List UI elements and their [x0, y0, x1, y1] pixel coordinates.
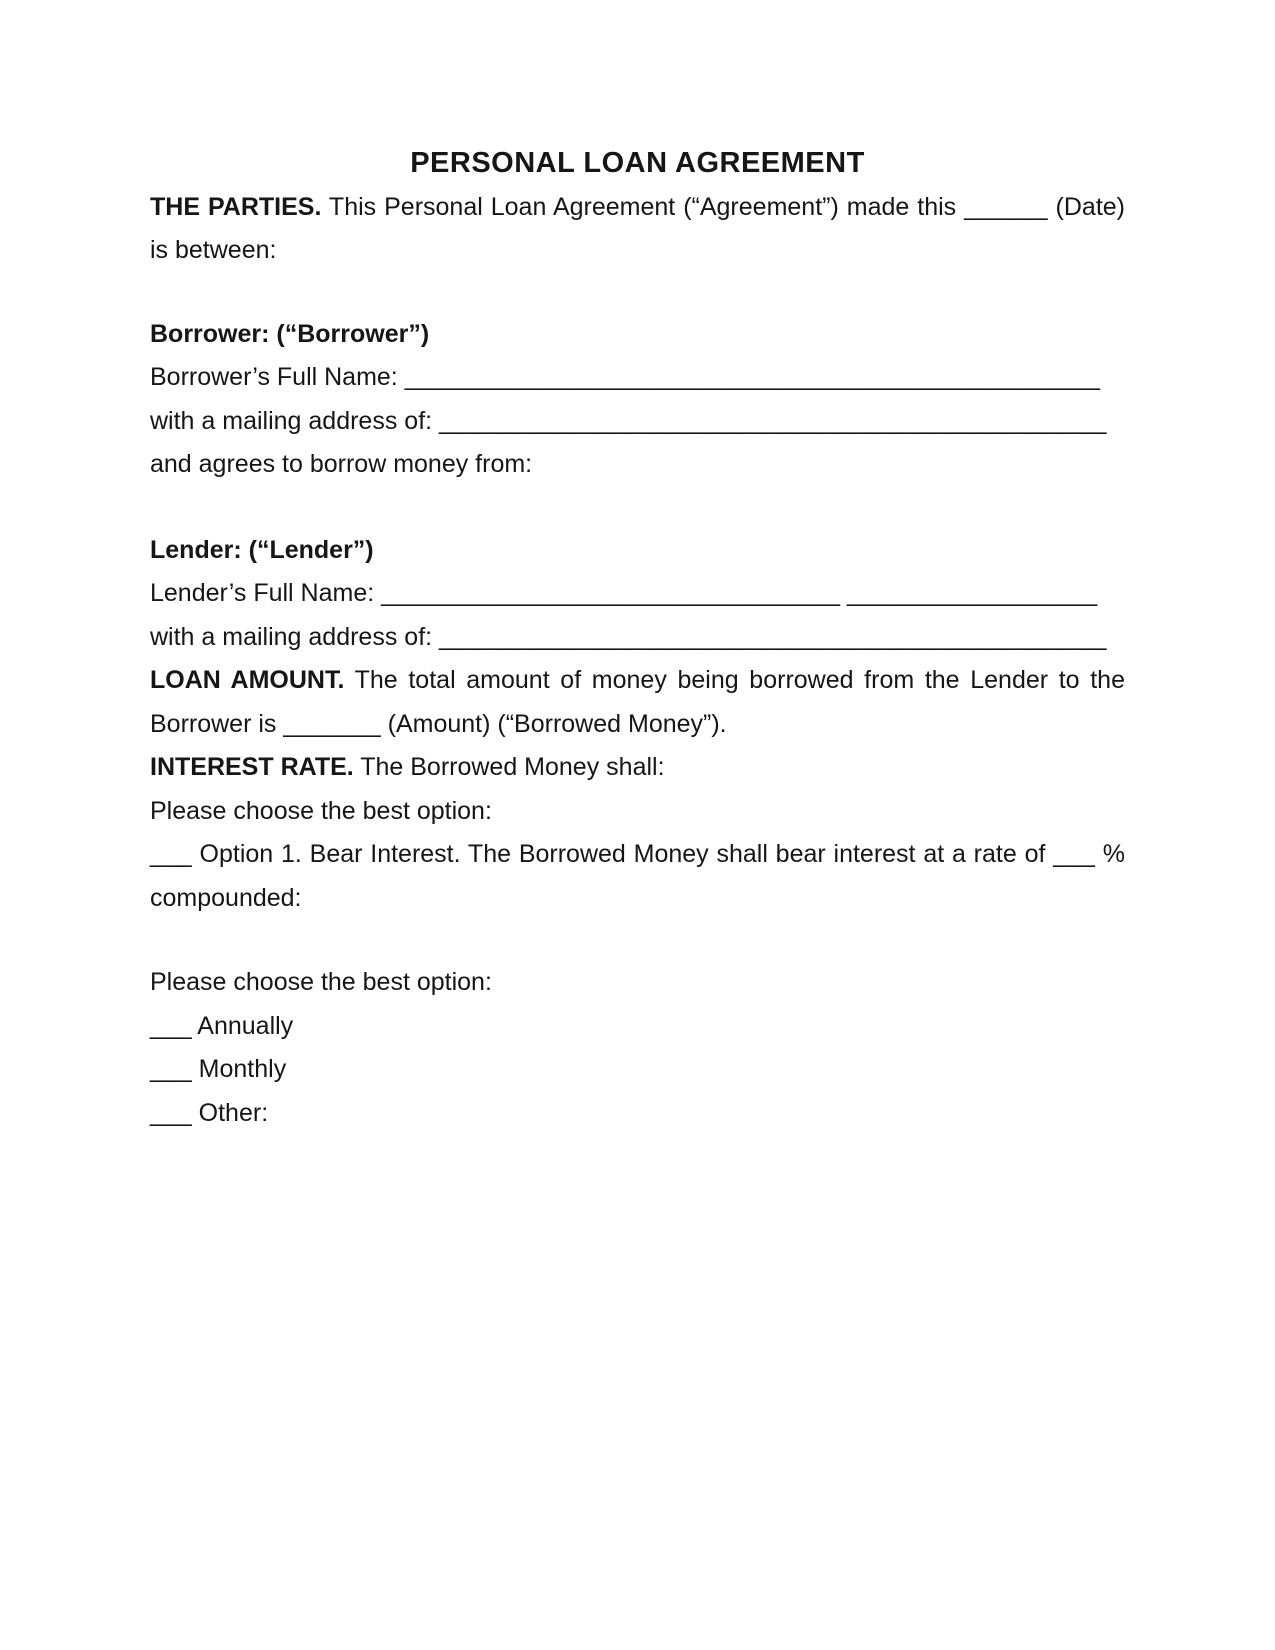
lender-address-line	[150, 616, 1125, 660]
lender-address-label: with a mailing address of:	[150, 622, 440, 651]
agrees-line: and agrees to borrow money from:	[150, 450, 533, 478]
parties-label: THE PARTIES.	[150, 192, 322, 221]
loan-amount-label: LOAN AMOUNT.	[150, 666, 345, 694]
choose-option-prompt-1: Please choose the best option:	[150, 796, 492, 825]
borrower-address-label: with a mailing address of:	[150, 406, 440, 435]
loan-amount-paragraph	[150, 659, 1125, 746]
parties-paragraph	[150, 186, 1125, 273]
option-monthly-line	[150, 1048, 1125, 1092]
lender-section	[150, 529, 1125, 660]
option-annually-line	[150, 1005, 1125, 1049]
other-label: Other:	[191, 1098, 269, 1127]
option1-select-blank-field[interactable]: ___	[150, 840, 192, 868]
option1-text-b: % compounded:	[150, 840, 1125, 912]
lender-heading: Lender: (“Lender”)	[150, 535, 374, 564]
annually-select-blank-field[interactable]: ___	[150, 1011, 192, 1040]
borrower-address-blank-field[interactable]: ________________________________________________	[439, 406, 1107, 435]
choose-option-prompt-2: Please choose the best option:	[150, 968, 492, 996]
borrower-section	[150, 313, 1125, 444]
interest-rate-text: The Borrowed Money shall:	[353, 753, 665, 781]
parties-text-b: (Date) is between:	[150, 192, 1126, 264]
monthly-select-blank-field[interactable]: ___	[150, 1055, 192, 1083]
annually-label: Annually	[191, 1011, 294, 1040]
lender-name-blank-field-1[interactable]: _________________________________	[381, 579, 840, 607]
borrower-name-label: Borrower’s Full Name:	[150, 363, 405, 391]
loan-agreement-document	[150, 0, 1125, 1135]
parties-text-a: This Personal Loan Agreement (“Agreement”) made this	[321, 192, 965, 221]
borrower-heading: Borrower: (“Borrower”)	[150, 319, 430, 348]
interest-rate-label: INTEREST RATE.	[150, 753, 354, 781]
borrower-address-line	[150, 400, 1125, 444]
option1-paragraph	[150, 833, 1125, 920]
document-title: PERSONAL LOAN AGREEMENT	[410, 147, 865, 179]
borrower-name-blank-field[interactable]: __________________________________________________	[404, 363, 1100, 391]
amount-blank-field[interactable]: _______	[283, 709, 381, 738]
borrower-name-line	[150, 356, 1125, 400]
lender-name-blank-field-2[interactable]: __________________	[846, 579, 1098, 607]
date-blank-field[interactable]: ______	[964, 192, 1048, 221]
option-other-line	[150, 1092, 1125, 1136]
lender-name-label: Lender’s Full Name:	[150, 579, 382, 607]
lender-address-blank-field[interactable]: ________________________________________________	[439, 622, 1107, 651]
lender-name-line	[150, 572, 1125, 616]
interest-rate-paragraph	[150, 746, 1125, 790]
loan-amount-text-a: The total amount of money being borrowed from the Lender to the Borrower is	[150, 666, 1125, 738]
option1-text-a: Option 1. Bear Interest. The Borrowed Money shall bear interest at a rate of	[191, 840, 1054, 868]
interest-rate-blank-field[interactable]: ___	[1053, 840, 1095, 868]
monthly-label: Monthly	[191, 1055, 287, 1083]
loan-amount-text-b: (Amount) (“Borrowed Money”).	[380, 709, 727, 738]
other-select-blank-field[interactable]: ___	[150, 1098, 192, 1127]
compound-options-section	[150, 961, 1125, 1135]
